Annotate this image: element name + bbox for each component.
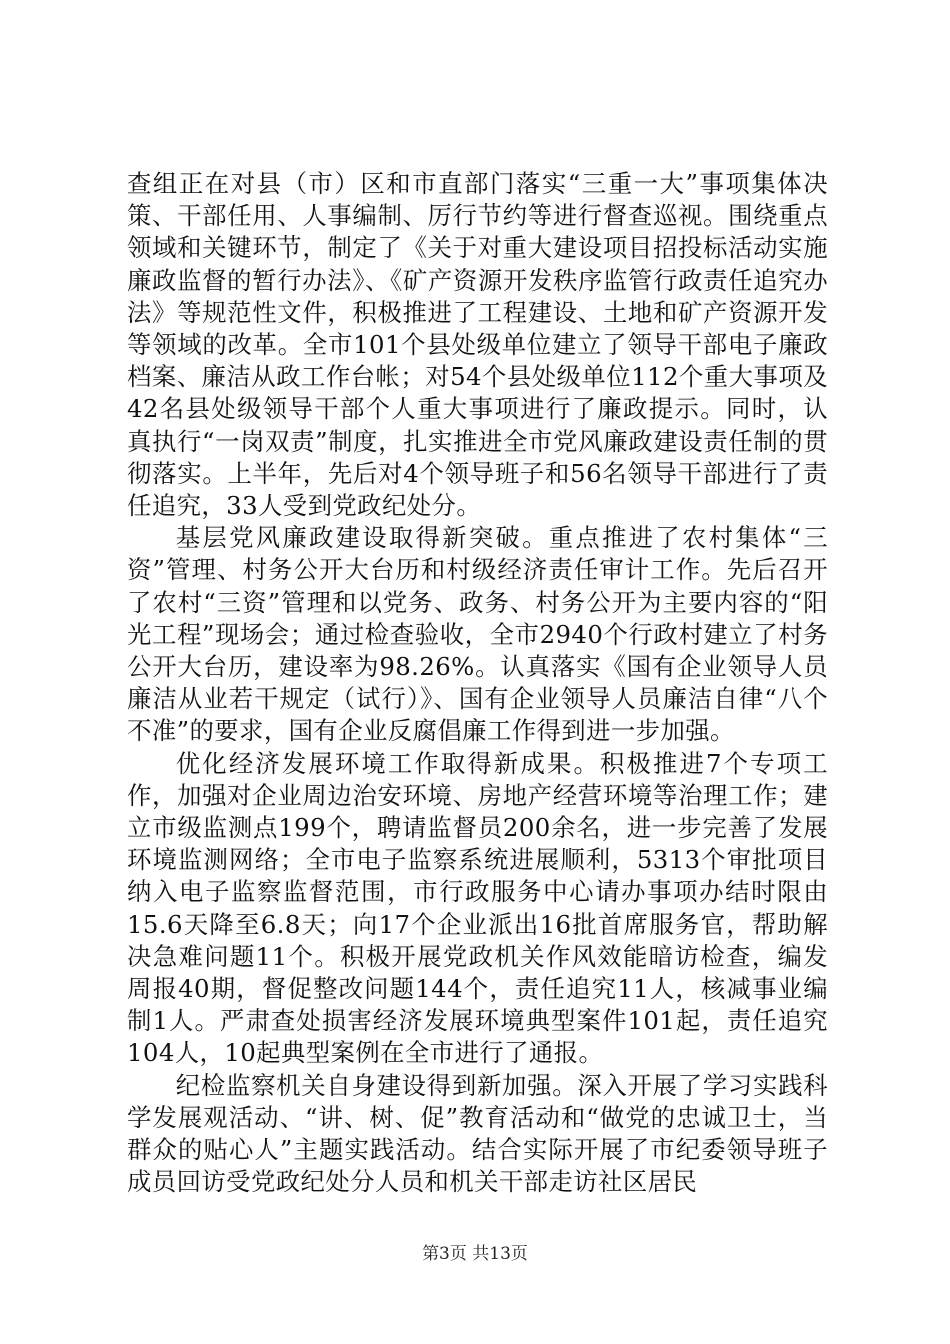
- paragraph-self-building: 纪检监察机关自身建设得到新加强。深入开展了学习实践科学发展观活动、“讲、树、促”教育活动和“做党的忠诚卫士，当群众的贴心人”主题实践活动。结合实际开展了市纪委领导班子成员回访受党政纪处分人员和机关干部走访社区居民: [127, 1070, 828, 1197]
- document-body: [127, 168, 828, 1199]
- paragraph-grassroots: 基层党风廉政建设取得新突破。重点推进了农村集体“三资”管理、村务公开大台历和村级经济责任审计工作。先后召开了农村“三资”管理和以党务、政务、村务公开为主要内容的“阳光工程”现场会；通过检查验收，全市2940个行政村建立了村务公开大台历，建设率为98.26%。认真落实《国有企业领导人员廉洁从业若干规定（试行）》、国有企业领导人员廉洁自律“八个不准”的要求，国有企业反腐倡廉工作得到进一步加强。: [127, 523, 828, 746]
- page-number-footer: 第3页 共13页: [422, 1244, 528, 1264]
- paragraph-supervision: 查组正在对县（市）区和市直部门落实“三重一大”事项集体决策、干部任用、人事编制、厉行节约等进行督查巡视。围绕重点领域和关键环节，制定了《关于对重大建设项目招投标活动实施廉政监督的暂行办法》、《矿产资源开发秩序监管行政责任追究办法》等规范性文件，积极推进了工程建设、土地和矿产资源开发等领域的改革。全市101个县处级单位建立了领导干部电子廉政档案、廉洁从政工作台帐；对54个县处级单位112个重大事项及42名县处级领导干部个人重大事项进行了廉政提示。同时，认真执行“一岗双责”制度，扎实推进全市党风廉政建设责任制的贯彻落实。上半年，先后对4个领导班子和56名领导干部进行了责任追究，33人受到党政纪处分。: [127, 169, 828, 521]
- paragraph-economic-environment: 优化经济发展环境工作取得新成果。积极推进7个专项工作，加强对企业周边治安环境、房地产经营环境等治理工作；建立市级监测点199个，聘请监督员200余名，进一步完善了发展环境监测网络；全市电子监察系统进展顺利，5313个审批项目纳入电子监察监督范围，市行政服务中心请办事项办结时限由15.6天降至6.8天；向17个企业派出16批首席服务官，帮助解决急难问题11个。积极开展党政机关作风效能暗访检查，编发周报40期，督促整改问题144个，责任追究11人，核减事业编制1人。严肃查处损害经济发展环境典型案件101起，责任追究104人，10起典型案例在全市进行了通报。: [127, 748, 828, 1068]
